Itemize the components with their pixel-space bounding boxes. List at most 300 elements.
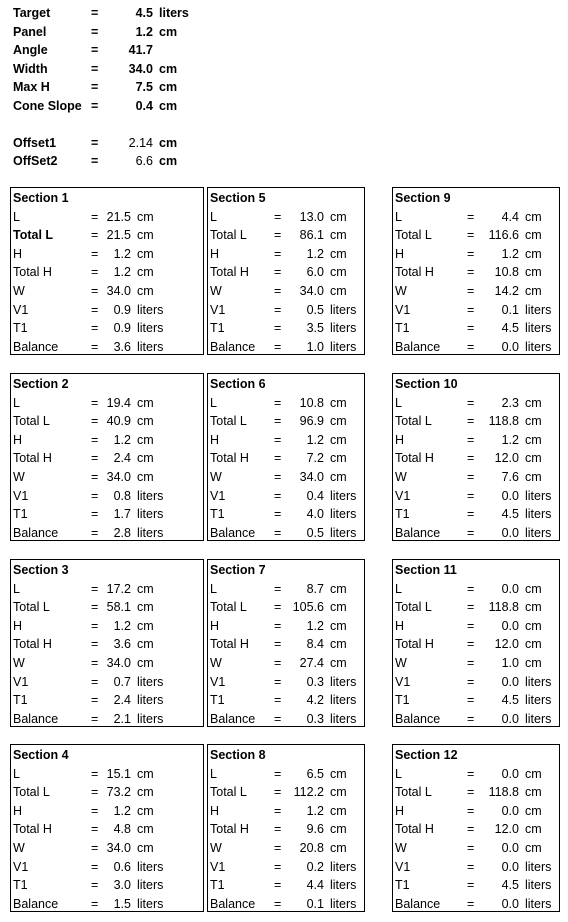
param-label: Width (13, 61, 48, 76)
row-value: 0.9 (113, 302, 131, 317)
equals-sign: = (91, 488, 99, 503)
row-unit: liters (525, 693, 552, 708)
row-value: 1.2 (306, 246, 324, 261)
equals-sign: = (91, 209, 99, 224)
row-value: 34.0 (299, 469, 324, 484)
section-row (393, 338, 559, 357)
row-unit: cm (137, 840, 154, 855)
section-row (393, 412, 559, 431)
section-row (11, 487, 203, 506)
row-value: 34.0 (106, 469, 131, 484)
row-value: 105.6 (292, 600, 324, 615)
equals-sign: = (274, 840, 282, 855)
section-row (11, 876, 203, 895)
row-unit: cm (137, 469, 154, 484)
param-value: 0.4 (135, 98, 153, 113)
row-label: H (395, 803, 405, 818)
equals-sign: = (274, 246, 282, 261)
row-label: V1 (13, 302, 29, 317)
row-value: 0.0 (501, 803, 519, 818)
equals-sign: = (467, 488, 475, 503)
param-unit: cm (159, 80, 178, 95)
row-value: 2.8 (113, 525, 131, 540)
equals-sign: = (91, 766, 99, 781)
row-unit: liters (525, 711, 552, 726)
row-label: T1 (395, 693, 410, 708)
row-unit: cm (525, 840, 542, 855)
equals-sign: = (274, 395, 282, 410)
section-row (208, 524, 364, 543)
row-unit: liters (330, 302, 357, 317)
row-label: W (210, 283, 222, 298)
equals-sign: = (91, 896, 99, 911)
section-row (393, 673, 559, 692)
equals-sign: = (274, 896, 282, 911)
equals-sign: = (91, 395, 99, 410)
section-box (10, 187, 204, 355)
row-unit: cm (330, 618, 347, 633)
section-box (10, 373, 204, 541)
section-row (393, 301, 559, 320)
row-unit: cm (330, 209, 347, 224)
row-unit: cm (330, 395, 347, 410)
param-row (13, 78, 213, 97)
equals-sign: = (467, 896, 475, 911)
row-unit: cm (525, 209, 542, 224)
equals-sign: = (467, 803, 475, 818)
row-unit: cm (330, 451, 347, 466)
row-value: 0.2 (306, 859, 324, 874)
section-box (207, 559, 365, 727)
param-row (13, 23, 213, 42)
row-unit: cm (330, 246, 347, 261)
row-value: 0.4 (306, 488, 324, 503)
row-value: 1.0 (306, 339, 324, 354)
row-value: 96.9 (299, 414, 324, 429)
row-value: 12.0 (494, 637, 519, 652)
section-row (11, 338, 203, 357)
equals-sign: = (467, 228, 475, 243)
row-label: W (395, 469, 407, 484)
row-label: Balance (210, 896, 256, 911)
row-value: 0.9 (113, 321, 131, 336)
row-value: 118.8 (488, 785, 519, 800)
row-unit: liters (330, 488, 357, 503)
section-row (208, 431, 364, 450)
row-value: 19.4 (106, 395, 131, 410)
row-label: V1 (210, 674, 226, 689)
row-unit: cm (330, 414, 347, 429)
row-unit: cm (330, 785, 347, 800)
equals-sign: = (467, 209, 475, 224)
param-value: 7.5 (135, 80, 153, 95)
row-value: 10.8 (494, 265, 519, 280)
section-row (208, 617, 364, 636)
row-label: Total H (13, 637, 52, 652)
section-row (393, 431, 559, 450)
row-label: L (210, 395, 217, 410)
equals-sign: = (467, 878, 475, 893)
equals-sign: = (274, 766, 282, 781)
row-unit: liters (330, 674, 357, 689)
equals-sign: = (91, 581, 99, 596)
row-value: 2.3 (501, 395, 519, 410)
row-unit: cm (330, 228, 347, 243)
section-title: Section 5 (210, 191, 266, 205)
section-row (208, 673, 364, 692)
row-value: 4.5 (501, 507, 519, 522)
row-unit: liters (137, 878, 164, 893)
section-row (208, 691, 364, 710)
row-label: H (395, 618, 405, 633)
equals-sign: = (91, 61, 99, 76)
row-value: 0.0 (501, 896, 519, 911)
equals-sign: = (467, 469, 475, 484)
section-row (208, 654, 364, 673)
equals-sign: = (274, 618, 282, 633)
equals-sign: = (274, 525, 282, 540)
row-value: 21.5 (106, 228, 131, 243)
parameters-block (13, 4, 213, 171)
row-value: 0.0 (501, 859, 519, 874)
row-value: 1.2 (113, 265, 131, 280)
row-value: 1.2 (501, 246, 519, 261)
section-row (208, 876, 364, 895)
row-value: 0.0 (501, 674, 519, 689)
row-label: L (210, 209, 217, 224)
row-label: V1 (395, 488, 411, 503)
row-unit: cm (525, 469, 542, 484)
row-unit: cm (137, 637, 154, 652)
equals-sign: = (467, 655, 475, 670)
section-row (208, 710, 364, 729)
row-unit: cm (330, 803, 347, 818)
row-value: 7.6 (501, 469, 519, 484)
row-value: 17.2 (106, 581, 131, 596)
row-value: 10.8 (299, 395, 324, 410)
row-value: 0.1 (306, 896, 324, 911)
param-unit: cm (159, 61, 178, 76)
equals-sign: = (467, 283, 475, 298)
row-unit: cm (137, 785, 154, 800)
row-unit: liters (525, 302, 552, 317)
section-row (393, 245, 559, 264)
section-row (11, 765, 203, 784)
row-label: Total L (13, 228, 54, 243)
row-value: 58.1 (106, 600, 131, 615)
row-value: 0.5 (306, 302, 324, 317)
row-value: 3.6 (113, 637, 131, 652)
equals-sign: = (91, 98, 99, 113)
equals-sign: = (467, 822, 475, 837)
row-unit: liters (525, 321, 552, 336)
row-label: L (395, 581, 402, 596)
row-unit: cm (525, 600, 542, 615)
row-value: 1.0 (501, 655, 519, 670)
equals-sign: = (467, 414, 475, 429)
row-unit: cm (137, 432, 154, 447)
row-unit: cm (330, 600, 347, 615)
row-unit: liters (137, 711, 164, 726)
equals-sign: = (274, 803, 282, 818)
row-label: H (395, 246, 405, 261)
row-label: Balance (395, 711, 441, 726)
row-unit: cm (330, 283, 347, 298)
equals-sign: = (467, 785, 475, 800)
row-label: Balance (210, 339, 256, 354)
section-title: Section 2 (13, 377, 69, 391)
section-row (393, 895, 559, 914)
row-unit: cm (137, 766, 154, 781)
row-value: 0.0 (501, 840, 519, 855)
section-title: Section 11 (395, 563, 457, 577)
section-row (208, 301, 364, 320)
param-label: Angle (13, 43, 48, 58)
equals-sign: = (91, 24, 99, 39)
row-value: 0.0 (501, 339, 519, 354)
row-label: L (395, 209, 402, 224)
row-value: 112.2 (293, 785, 324, 800)
section-row (208, 282, 364, 301)
row-unit: cm (525, 283, 542, 298)
section-row (11, 524, 203, 543)
row-unit: liters (330, 339, 357, 354)
row-unit: liters (525, 878, 552, 893)
row-value: 4.4 (306, 878, 324, 893)
row-label: Total H (210, 451, 249, 466)
row-value: 1.2 (113, 803, 131, 818)
equals-sign: = (274, 469, 282, 484)
row-unit: liters (137, 488, 164, 503)
equals-sign: = (274, 228, 282, 243)
row-unit: cm (525, 803, 542, 818)
row-unit: liters (137, 859, 164, 874)
row-value: 0.1 (501, 302, 519, 317)
section-row (11, 412, 203, 431)
equals-sign: = (274, 283, 282, 298)
section-title: Section 6 (210, 377, 266, 391)
row-label: H (13, 618, 23, 633)
row-label: T1 (395, 878, 410, 893)
row-value: 12.0 (494, 451, 519, 466)
row-unit: cm (137, 283, 154, 298)
row-label: T1 (13, 507, 28, 522)
row-value: 4.8 (113, 822, 131, 837)
row-value: 1.2 (306, 803, 324, 818)
section-row (11, 820, 203, 839)
section-row (11, 802, 203, 821)
equals-sign: = (274, 600, 282, 615)
row-unit: liters (137, 674, 164, 689)
param-label: Max H (13, 80, 50, 95)
row-label: H (13, 803, 23, 818)
section-row (208, 505, 364, 524)
row-value: 2.1 (113, 711, 131, 726)
equals-sign: = (274, 488, 282, 503)
row-unit: cm (525, 451, 542, 466)
row-label: Total H (395, 637, 434, 652)
section-row (393, 319, 559, 338)
param-label: Panel (13, 24, 47, 39)
section-title: Section 10 (395, 377, 458, 391)
section-title: Section 12 (395, 748, 458, 762)
equals-sign: = (467, 600, 475, 615)
param-row (13, 134, 213, 153)
section-box (392, 559, 560, 727)
row-value: 0.0 (501, 618, 519, 633)
row-value: 0.0 (501, 711, 519, 726)
param-value: 4.5 (135, 6, 153, 20)
equals-sign: = (91, 618, 99, 633)
row-unit: cm (137, 655, 154, 670)
section-row (11, 654, 203, 673)
section-row (393, 691, 559, 710)
row-value: 34.0 (299, 283, 324, 298)
equals-sign: = (91, 674, 99, 689)
section-row (393, 820, 559, 839)
equals-sign: = (91, 228, 99, 243)
row-label: Balance (13, 339, 59, 354)
equals-sign: = (91, 600, 99, 615)
row-value: 1.2 (306, 432, 324, 447)
section-title: Section 8 (210, 748, 266, 762)
row-label: Total L (13, 414, 50, 429)
row-value: 1.7 (113, 507, 131, 522)
row-value: 3.6 (113, 339, 131, 354)
section-row (393, 263, 559, 282)
equals-sign: = (91, 339, 99, 354)
section-row (11, 783, 203, 802)
section-row (208, 635, 364, 654)
equals-sign: = (274, 655, 282, 670)
section-title: Section 4 (13, 748, 69, 762)
row-unit: liters (525, 859, 552, 874)
row-value: 116.6 (488, 228, 519, 243)
section-row (11, 895, 203, 914)
section-row (11, 226, 203, 245)
equals-sign: = (467, 451, 475, 466)
section-row (11, 263, 203, 282)
row-value: 118.8 (488, 600, 519, 615)
section-row (11, 301, 203, 320)
row-label: L (13, 766, 20, 781)
row-value: 34.0 (106, 840, 131, 855)
row-label: Total L (210, 414, 247, 429)
row-unit: cm (525, 265, 542, 280)
equals-sign: = (467, 859, 475, 874)
param-value: 2.14 (128, 135, 153, 150)
row-label: Total L (395, 414, 432, 429)
row-value: 0.0 (501, 488, 519, 503)
equals-sign: = (467, 432, 475, 447)
row-unit: liters (137, 525, 164, 540)
equals-sign: = (91, 302, 99, 317)
section-row (393, 468, 559, 487)
row-label: W (210, 655, 222, 670)
row-label: H (210, 246, 220, 261)
row-label: W (395, 655, 407, 670)
row-label: T1 (395, 507, 410, 522)
section-row (11, 839, 203, 858)
row-unit: cm (525, 395, 542, 410)
row-unit: liters (525, 488, 552, 503)
equals-sign: = (91, 525, 99, 540)
row-label: Total H (395, 451, 434, 466)
equals-sign: = (91, 803, 99, 818)
row-label: V1 (13, 859, 29, 874)
row-value: 6.0 (306, 265, 324, 280)
section-box (10, 559, 204, 727)
row-value: 0.3 (306, 674, 324, 689)
row-label: V1 (13, 674, 29, 689)
equals-sign: = (91, 451, 99, 466)
row-value: 27.4 (299, 655, 324, 670)
section-row (393, 858, 559, 877)
row-value: 86.1 (299, 228, 324, 243)
section-row (208, 487, 364, 506)
row-unit: liters (137, 321, 164, 336)
section-row (208, 598, 364, 617)
equals-sign: = (91, 840, 99, 855)
row-value: 1.2 (113, 246, 131, 261)
row-unit: cm (525, 414, 542, 429)
row-unit: cm (137, 803, 154, 818)
row-unit: liters (330, 711, 357, 726)
section-row (11, 505, 203, 524)
row-value: 4.5 (501, 878, 519, 893)
row-label: W (13, 283, 25, 298)
param-label: Offset1 (13, 135, 57, 150)
row-value: 4.2 (306, 693, 324, 708)
row-value: 0.7 (113, 674, 131, 689)
equals-sign: = (91, 321, 99, 336)
equals-sign: = (91, 414, 99, 429)
row-label: T1 (13, 693, 28, 708)
section-row (393, 505, 559, 524)
equals-sign: = (467, 618, 475, 633)
equals-sign: = (91, 469, 99, 484)
equals-sign: = (467, 395, 475, 410)
row-value: 7.2 (306, 451, 324, 466)
section-row (393, 449, 559, 468)
row-unit: cm (525, 655, 542, 670)
equals-sign: = (91, 6, 99, 20)
row-unit: cm (137, 209, 154, 224)
section-row (208, 412, 364, 431)
row-unit: cm (525, 228, 542, 243)
equals-sign: = (467, 246, 475, 261)
row-unit: liters (330, 896, 357, 911)
section-row (393, 580, 559, 599)
row-value: 4.5 (501, 693, 519, 708)
row-label: T1 (210, 321, 225, 336)
equals-sign: = (274, 859, 282, 874)
row-label: L (395, 395, 402, 410)
section-row (11, 858, 203, 877)
section-box (392, 744, 560, 912)
section-row (208, 858, 364, 877)
equals-sign: = (274, 693, 282, 708)
section-row (11, 617, 203, 636)
row-unit: cm (525, 637, 542, 652)
row-label: L (210, 766, 217, 781)
row-label: T1 (210, 693, 225, 708)
section-row (11, 245, 203, 264)
row-value: 34.0 (106, 655, 131, 670)
section-row (208, 263, 364, 282)
param-unit: cm (159, 98, 178, 113)
row-unit: liters (137, 507, 164, 522)
